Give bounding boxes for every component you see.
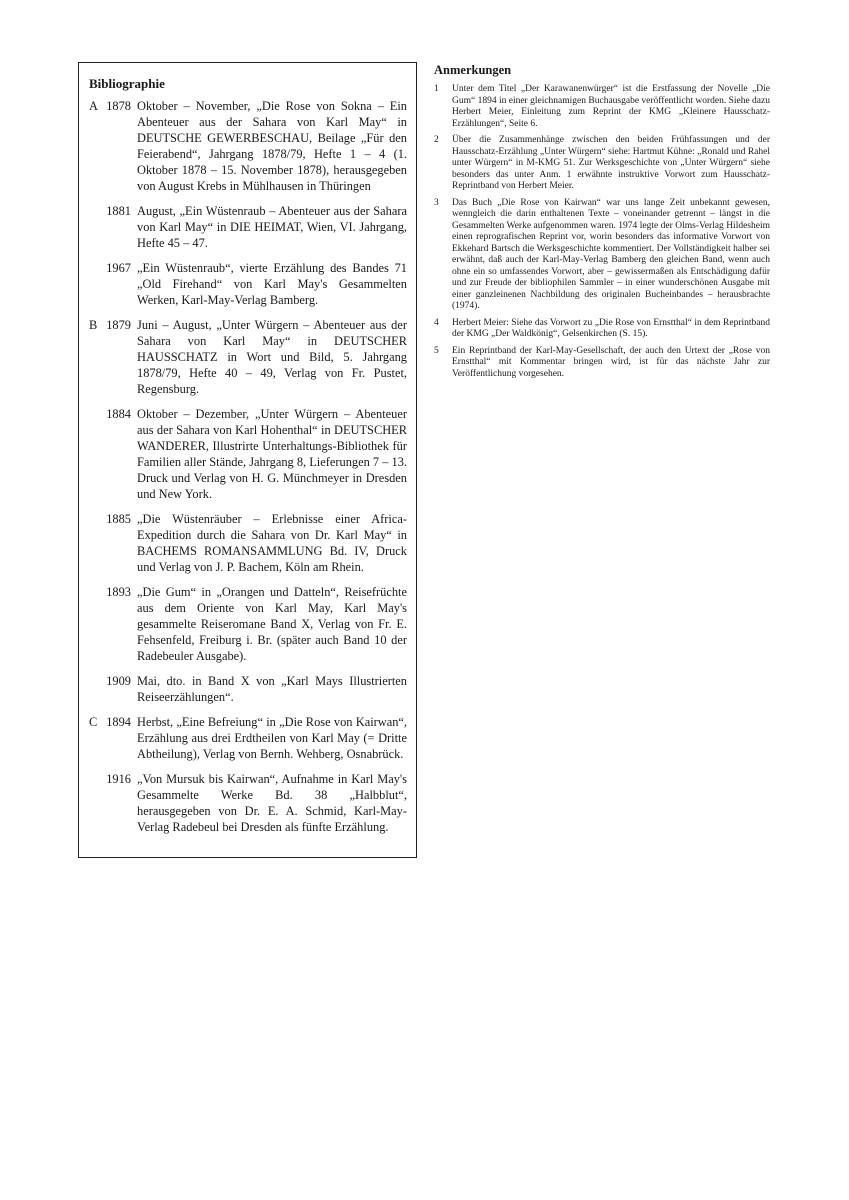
note-text: Ein Reprintband der Karl-May-Gesellschaft, der auch den Urtext der „Rose von Ernstthal“ mit Kommentar bringen wird, ist für das nächste Jahr zur Veröffentlichung vorgesehen. bbox=[452, 345, 770, 379]
bibliography-entry bbox=[89, 98, 407, 194]
note-number: 3 bbox=[434, 197, 439, 208]
note-text: Das Buch „Die Rose von Kairwan“ war uns lange Zeit unbekannt gewesen, wenngleich die darin enthaltenen Texte – voneinander getrennt – längst in die Gesammelten Werke aufgenommen waren. 1974 legte der Olms-Verlag Hildesheim einen reprografischen Reprint vor, worin besonders das informative Vorwort von Ekkehard Bartsch die Werksgeschichte kommentiert. Der Vollständigkeit halber sei erwähnt, daß auch der Karl-May-Verlag Bamberg den gleichen Band, wenn auch ohne ein so umfassendes Vorwort, aber – gewissermaßen als Entschädigung dafür und zur Freude der bibliophilen Sammler – in einer wunderschönen Ausgabe mit einer ganzleinenen Nachbildung des originalen Bucheinbandes – herausbrachte (1974). bbox=[452, 197, 770, 311]
entry-text: „Von Mursuk bis Kairwan“, Aufnahme in Karl May's Gesammelte Werke Bd. 38 „Halbblut“, herausgegeben von Dr. E. A. Schmid, Karl-May-Verlag Radebeul bei Dresden als fünfte Erzählung. bbox=[137, 772, 407, 834]
note-number: 5 bbox=[434, 345, 439, 356]
entry-text: Oktober – November, „Die Rose von Sokna – Ein Abenteuer aus der Sahara von Karl May“ in DEUTSCHE GEWERBESCHAU, Beilage „Für den Feierabend“, Jahrgang 1878/79, Hefte 1 – 4 (1. Oktober 1878 – 15. November 1878), herausgegeben von August Krebs in Mühlhausen in Thüringen bbox=[137, 99, 407, 193]
bibliography-entry bbox=[89, 317, 407, 397]
entry-year: 1879 bbox=[106, 318, 131, 332]
bibliography-entry bbox=[89, 673, 407, 705]
note-item bbox=[434, 346, 770, 381]
note-number: 2 bbox=[434, 135, 439, 145]
bibliography-entry bbox=[89, 511, 407, 575]
entry-text: August, „Ein Wüstenraub – Abenteuer aus der Sahara von Karl May“ in DIE HEIMAT, Wien, VI. Jahrgang, Hefte 45 – 47. bbox=[137, 204, 407, 250]
note-text: Herbert Meier: Siehe das Vorwort zu „Die Rose von Ernstthal“ in dem Reprintband der KMG „Der Waldkönig“, Gelsenkirchen (S. 15). bbox=[452, 317, 770, 339]
entry-text: Oktober – Dezember, „Unter Würgern – Abenteuer aus der Sahara von Karl Hohenthal“ in DEUTSCHER WANDERER, Illustrirte Unterhaltungs-Bibliothek für Familien aller Stände, Jahrgang 8, Lieferungen 7 – 13. Druck und Verlag von H. G. Münchmeyer in Dresden und New York. bbox=[137, 407, 407, 501]
bibliography-group-c bbox=[89, 714, 407, 835]
entry-year: 1893 bbox=[106, 585, 131, 599]
bibliography-title: Bibliographie bbox=[89, 76, 165, 91]
entry-text: „Die Wüstenräuber – Erlebnisse einer Africa-Expedition durch die Sahara von Dr. Karl May“ in BACHEMS ROMANSAMMLUNG Bd. IV, Druck und Verlag von J. P. Bachem, Köln am Rhein. bbox=[137, 512, 407, 574]
bibliography-entry bbox=[89, 406, 407, 502]
entry-text: „Die Gum“ in „Orangen und Datteln“, Reisefrüchte aus dem Oriente von Karl May, Karl May's gesammelte Reiseromane Band X, Verlag von Fr. E. Fehsenfeld, Freiburg i. Br. (später auch Band 10 der Radebeuler Ausgabe). bbox=[137, 585, 407, 663]
entry-year: 1909 bbox=[106, 674, 131, 688]
note-item bbox=[434, 318, 770, 341]
entry-year: 1881 bbox=[106, 204, 131, 218]
notes-section bbox=[434, 62, 770, 385]
bibliography-entry bbox=[89, 203, 407, 251]
entry-year: 1878 bbox=[106, 99, 131, 113]
entry-year: 1885 bbox=[106, 512, 131, 526]
notes-title: Anmerkungen bbox=[434, 63, 512, 77]
entry-text: „Ein Wüstenraub“, vierte Erzählung des Bandes 71 „Old Firehand“ von Karl May's Gesammelten Werken, Karl-May-Verlag Bamberg. bbox=[137, 261, 407, 307]
note-number: 4 bbox=[434, 317, 439, 328]
note-text: Über die Zusammenhänge zwischen den beiden Frühfassungen und der Hausschatz-Erzählung „Unter Würgern“ siehe: Hartmut Kühne: „Ronald und Rahel unter Würgern“ in M-KMG 51. Zur Werksgeschichte von „Unter Würgern“ siehe besonders das unter Anm. 1 erwähnte instruktive Vorwort zum Hausschatz-Reprintband von Herbert Meier. bbox=[452, 135, 770, 191]
group-letter: B bbox=[89, 318, 98, 332]
entry-text: Juni – August, „Unter Würgern – Abenteuer aus der Sahara von Karl May“ in DEUTSCHER HAUSSCHATZ in Wort und Bild, 5. Jahrgang 1878/79, Hefte 40 – 49, Verlag von Fr. Pustet, Regensburg. bbox=[137, 318, 407, 396]
entry-year: 1916 bbox=[106, 772, 131, 786]
entry-year: 1967 bbox=[106, 261, 131, 275]
group-letter: C bbox=[89, 715, 98, 729]
bibliography-entry bbox=[89, 771, 407, 835]
entry-text: Herbst, „Eine Befreiung“ in „Die Rose von Kairwan“, Erzählung aus drei Erdtheilen von Karl May (= Dritte Abtheilung), Verlag von Bernh. Wehberg, Osnabrück. bbox=[137, 715, 407, 761]
entry-year: 1884 bbox=[106, 407, 131, 421]
bibliography-entry bbox=[89, 584, 407, 664]
bibliography-entry bbox=[89, 714, 407, 762]
note-number: 1 bbox=[434, 84, 439, 94]
entry-text: Mai, dto. in Band X von „Karl Mays Illustrierten Reiseerzählungen“. bbox=[137, 674, 407, 704]
group-letter: A bbox=[89, 99, 98, 113]
note-item bbox=[434, 135, 770, 193]
note-item bbox=[434, 84, 770, 130]
bibliography-box bbox=[78, 62, 417, 858]
note-text: Unter dem Titel „Der Karawanenwürger“ ist die Erstfassung der Novelle „Die Gum“ 1894 in einer gleichnamigen Buchausgabe veröffentlicht worden. Siehe dazu Herbert Meier, Einleitung zum Reprint der KMG „Kleinere Hausschatz-Erzählungen“, Seite 6. bbox=[452, 84, 770, 129]
note-item bbox=[434, 198, 770, 313]
entry-year: 1894 bbox=[106, 715, 131, 729]
bibliography-group-b bbox=[89, 317, 407, 705]
bibliography-entry bbox=[89, 260, 407, 308]
bibliography-group-a bbox=[89, 98, 407, 308]
